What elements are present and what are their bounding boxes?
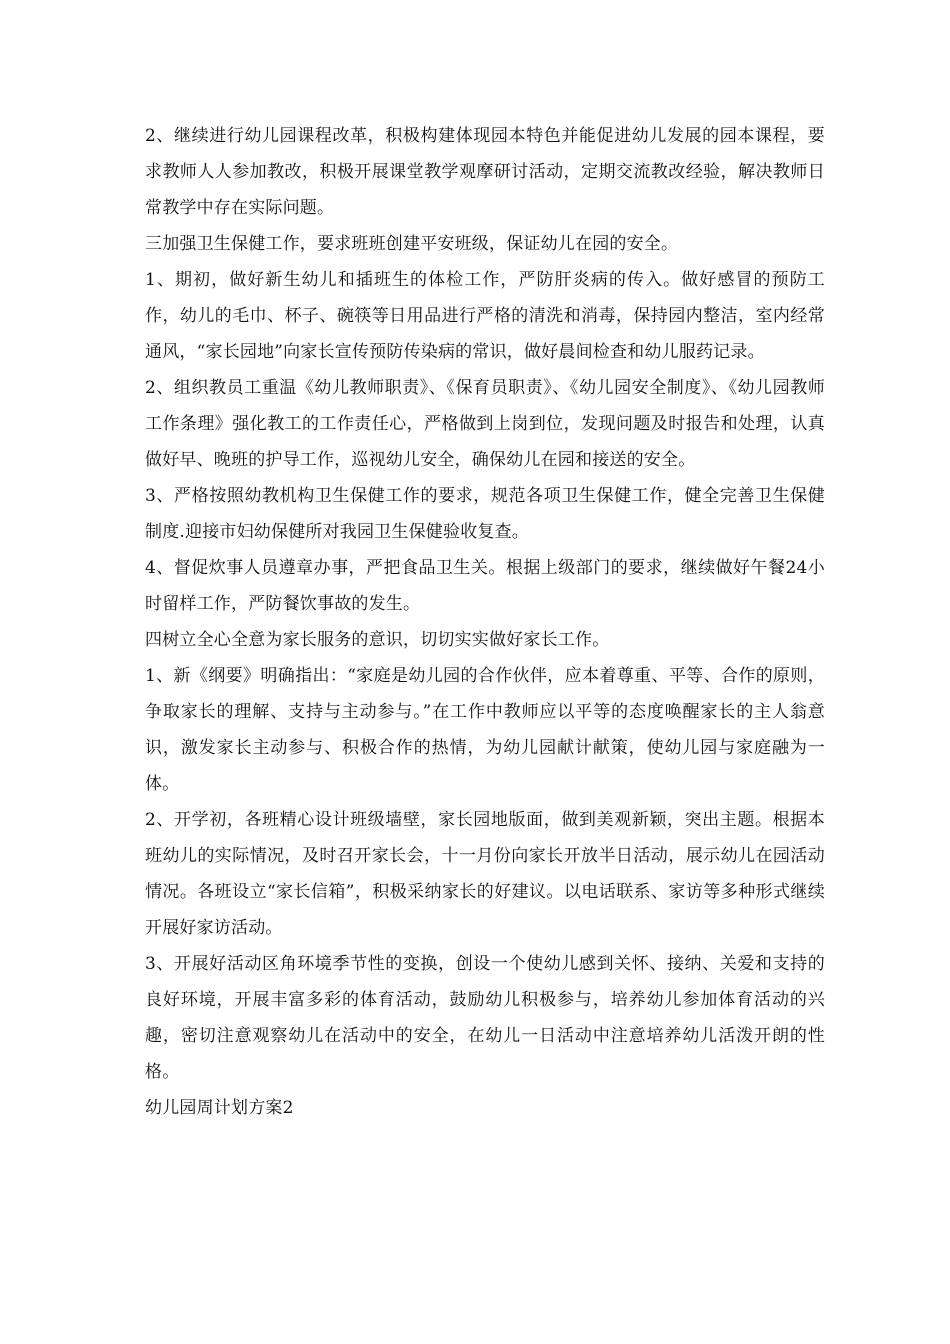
paragraph: 3、开展好活动区角环境季节性的变换，创设一个使幼儿感到关怀、接纳、关爱和支持的良好环境，开展丰富多彩的体育活动，鼓励幼儿积极参与，培养幼儿参加体育活动的兴趣，密切注意观察幼儿在活动中的安全，在幼儿一日活动中注意培养幼儿活泼开朗的性格。 bbox=[145, 954, 825, 1082]
paragraph: 2、继续进行幼儿园课程改革，积极构建体现园本特色并能促进幼儿发展的园本课程，要求教师人人参加教改，积极开展课堂教学观摩研讨活动，定期交流教改经验，解决教师日常教学中存在实际问题。 bbox=[145, 126, 825, 218]
document-title: 幼儿园周计划方案2 bbox=[145, 1098, 294, 1118]
paragraph: 2、开学初，各班精心设计班级墙壁，家长园地版面，做到美观新颖，突出主题。根据本班幼儿的实际情况，及时召开家长会，十一月份向家长开放半日活动，展示幼儿在园活动情况。各班设立“家长信箱”，积极采纳家长的好建议。以电话联系、家访等多种形式继续开展好家访活动。 bbox=[145, 810, 825, 938]
paragraph: 2、组织教员工重温《幼儿教师职责》、《保育员职责》、《幼儿园安全制度》、《幼儿园教师工作条理》强化教工的工作责任心，严格做到上岗到位，发现问题及时报告和处理，认真做好早、晚班的护导工作，巡视幼儿安全，确保幼儿在园和接送的安全。 bbox=[145, 378, 825, 470]
section-heading: 三加强卫生保健工作，要求班班创建平安班级，保证幼儿在园的安全。 bbox=[145, 234, 679, 254]
document-page bbox=[145, 118, 825, 1126]
paragraph: 1、期初，做好新生幼儿和插班生的体检工作，严防肝炎病的传入。做好感冒的预防工作，幼儿的毛巾、杯子、碗筷等日用品进行严格的清洗和消毒，保持园内整洁，室内经常通风，“家长园地”向家长宣传预防传染病的常识，做好晨间检查和幼儿服药记录。 bbox=[145, 270, 825, 362]
paragraph: 4、督促炊事人员遵章办事，严把食品卫生关。根据上级部门的要求，继续做好午餐24小时留样工作，严防餐饮事故的发生。 bbox=[145, 558, 825, 614]
paragraph: 1、新《纲要》明确指出：“家庭是幼儿园的合作伙伴，应本着尊重、平等、合作的原则，争取家长的理解、支持与主动参与。”在工作中教师应以平等的态度唤醒家长的主人翁意识，激发家长主动参与、积极合作的热情，为幼儿园献计献策，使幼儿园与家庭融为一体。 bbox=[145, 666, 825, 794]
section-heading: 四树立全心全意为家长服务的意识，切切实实做好家长工作。 bbox=[145, 630, 610, 650]
paragraph: 3、严格按照幼教机构卫生保健工作的要求，规范各项卫生保健工作，健全完善卫生保健制度.迎接市妇幼保健所对我园卫生保健验收复查。 bbox=[145, 486, 825, 542]
